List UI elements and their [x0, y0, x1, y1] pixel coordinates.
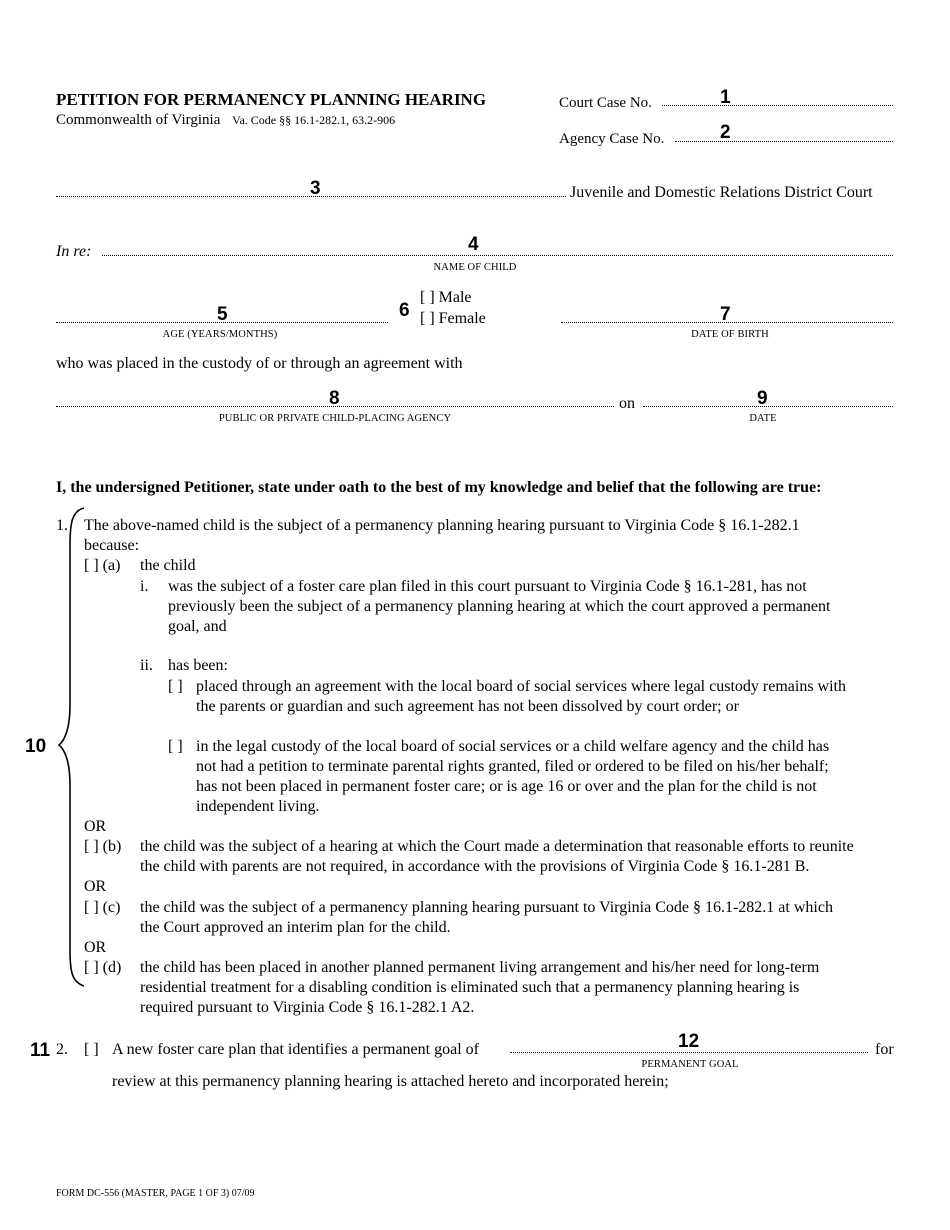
- item1-number: 1.: [56, 517, 68, 534]
- option-b-line: the child with parents are not required, in accordance with the provisions of Virginia Code § 16.1-281 B.: [140, 858, 810, 875]
- ii-option2-line: independent living.: [196, 798, 320, 815]
- female-checkbox[interactable]: [ ] Female: [420, 310, 486, 327]
- name-caption: NAME OF CHILD: [433, 262, 517, 273]
- or-separator: OR: [84, 818, 107, 835]
- marker-5: 5: [217, 304, 228, 325]
- option-c-checkbox[interactable]: [ ] (c): [84, 899, 121, 916]
- agency-case-field[interactable]: [675, 141, 893, 142]
- option-b-checkbox[interactable]: [ ] (b): [84, 838, 122, 855]
- marker-2: 2: [720, 122, 731, 143]
- option-a-text: the child: [140, 557, 196, 574]
- court-case-label: Court Case No.: [559, 95, 652, 111]
- oath-statement: I, the undersigned Petitioner, state under oath to the best of my knowledge and belief that the following are true:: [56, 479, 822, 496]
- marker-10: 10: [25, 736, 47, 757]
- dob-caption: DATE OF BIRTH: [691, 329, 769, 340]
- item2-checkbox[interactable]: [ ]: [84, 1041, 99, 1058]
- marker-6: 6: [399, 300, 410, 321]
- ii-option2-checkbox[interactable]: [ ]: [168, 738, 183, 755]
- option-d-line: the child has been placed in another planned permanent living arrangement and his/her need for long-term: [140, 959, 820, 976]
- item2-number: 2.: [56, 1041, 68, 1058]
- placement-date-field[interactable]: [643, 406, 893, 407]
- or-separator: OR: [84, 939, 107, 956]
- option-d-checkbox[interactable]: [ ] (d): [84, 959, 122, 976]
- court-case-field[interactable]: [662, 105, 893, 106]
- option-a-checkbox[interactable]: [ ] (a): [84, 557, 121, 574]
- option-d-line: residential treatment for a disabling condition is eliminated such that a permanency planning hearing is: [140, 979, 800, 996]
- marker-3: 3: [310, 178, 321, 199]
- marker-4: 4: [468, 234, 479, 255]
- marker-11: 11: [30, 1040, 51, 1061]
- jurisdiction-text: Commonwealth of Virginia: [56, 112, 221, 128]
- ii-option1-checkbox[interactable]: [ ]: [168, 678, 183, 695]
- on-label: on: [619, 395, 635, 412]
- subitem-ii-label: ii.: [140, 657, 153, 674]
- marker-9: 9: [757, 388, 768, 409]
- option-d-line: required pursuant to Virginia Code § 16.1-282.1 A2.: [140, 999, 475, 1016]
- court-suffix: Juvenile and Domestic Relations District Court: [570, 184, 873, 201]
- option-c-line: the Court approved an interim plan for the child.: [140, 919, 451, 936]
- child-name-field[interactable]: [102, 255, 893, 256]
- subitem-i-label: i.: [140, 578, 149, 595]
- in-re-label: In re:: [56, 243, 92, 260]
- ii-option2-line: has not been placed in permanent foster care; or is age 16 or over and the plan for the child is not: [196, 778, 817, 795]
- form-title: PETITION FOR PERMANENCY PLANNING HEARING: [56, 90, 487, 109]
- or-separator: OR: [84, 878, 107, 895]
- subitem-i-line: goal, and: [168, 618, 227, 635]
- marker-12: 12: [678, 1031, 700, 1052]
- goal-caption: PERMANENT GOAL: [641, 1059, 739, 1070]
- date-caption: DATE: [749, 413, 777, 424]
- ii-option1-line: the parents or guardian and such agreement has not been dissolved by court order; or: [196, 698, 739, 715]
- item1-line2: because:: [84, 537, 140, 554]
- item2-for: for: [875, 1041, 894, 1058]
- form-footer: FORM DC-556 (MASTER, PAGE 1 OF 3) 07/09: [56, 1188, 255, 1199]
- marker-1: 1: [720, 87, 731, 108]
- option-c-line: the child was the subject of a permanency planning hearing pursuant to Virginia Code § 16.1-282.1 at which: [140, 899, 833, 916]
- agency-case-label: Agency Case No.: [559, 131, 665, 147]
- marker-8: 8: [329, 388, 340, 409]
- male-checkbox[interactable]: [ ] Male: [420, 289, 472, 306]
- code-reference: Va. Code §§ 16.1-282.1, 63.2-906: [232, 113, 396, 127]
- placement-intro: who was placed in the custody of or through an agreement with: [56, 355, 463, 372]
- item1-line1: The above-named child is the subject of a permanency planning hearing pursuant to Virginia Code § 16.1-282.1: [84, 517, 800, 534]
- option-b-line: the child was the subject of a hearing at which the Court made a determination that reasonable efforts to reunite: [140, 838, 854, 855]
- age-caption: AGE (YEARS/MONTHS): [162, 329, 278, 340]
- subitem-i-line: previously been the subject of a permanency planning hearing at which the court approved a permanent: [168, 598, 831, 615]
- ii-option1-line: placed through an agreement with the local board of social services where legal custody remains with: [196, 678, 846, 695]
- item2-line2: review at this permanency planning hearing is attached hereto and incorporated herein;: [112, 1073, 669, 1090]
- marker-7: 7: [720, 304, 731, 325]
- jurisdiction: [56, 110, 395, 130]
- agency-caption: PUBLIC OR PRIVATE CHILD-PLACING AGENCY: [218, 413, 452, 424]
- subitem-ii-text: has been:: [168, 657, 228, 674]
- ii-option2-line: in the legal custody of the local board of social services or a child welfare agency and the child has: [196, 738, 830, 755]
- ii-option2-line: not had a petition to terminate parental rights granted, filed or ordered to be filed on his/her behalf;: [196, 758, 829, 775]
- permanent-goal-field[interactable]: [510, 1052, 868, 1053]
- item2-text: A new foster care plan that identifies a permanent goal of: [112, 1041, 479, 1058]
- subitem-i-line: was the subject of a foster care plan filed in this court pursuant to Virginia Code § 16.1-281, has not: [168, 578, 807, 595]
